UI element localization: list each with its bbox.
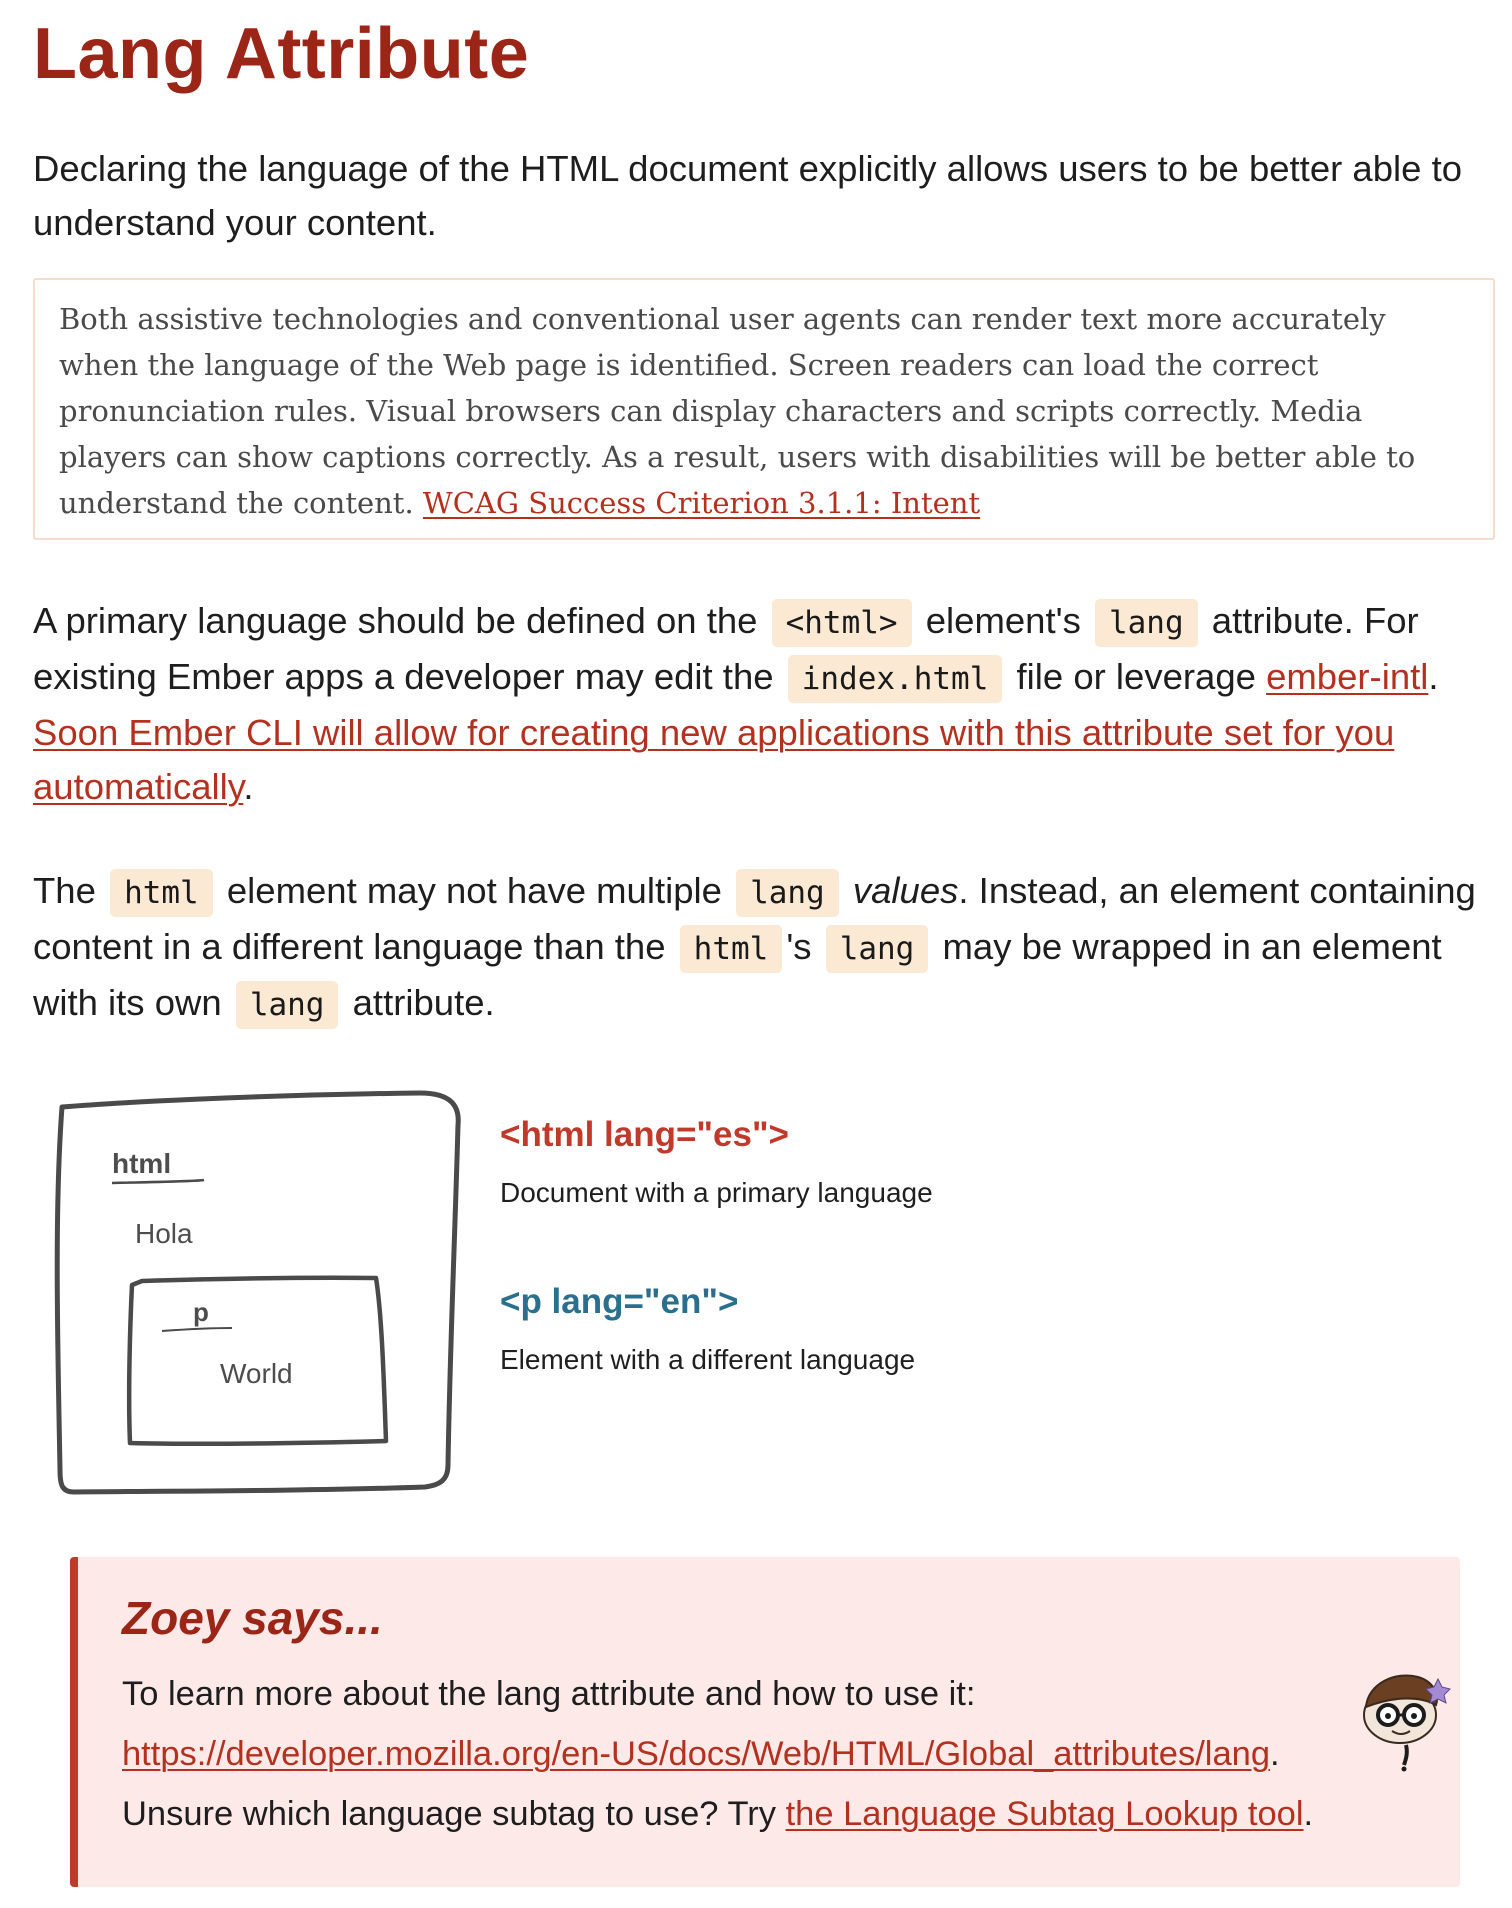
code-html: html: [680, 925, 783, 973]
wcag-intent-link[interactable]: WCAG Success Criterion 3.1.1: Intent: [422, 486, 981, 520]
legend-html-es: [500, 1115, 933, 1209]
code-lang: lang: [826, 925, 929, 973]
callout-line-3: [122, 1795, 1313, 1834]
ember-intl-link[interactable]: ember-intl: [1266, 656, 1429, 697]
primary-language-paragraph: [33, 594, 1493, 814]
text: may be wrapped in an element with its own: [33, 926, 1442, 1023]
text: attribute.: [352, 982, 495, 1023]
outer-label-underline: [112, 1180, 204, 1183]
code-index-html: index.html: [788, 655, 1003, 703]
text: element may not have multiple: [226, 870, 722, 911]
inner-label: p: [193, 1297, 209, 1327]
text: .: [243, 766, 254, 807]
outer-label: html: [112, 1148, 172, 1179]
text: element's: [925, 600, 1081, 641]
mdn-lang-link[interactable]: https://developer.mozilla.org/en-US/docs/Web/HTML/Global_attributes/lang: [122, 1735, 1271, 1773]
text: .: [1270, 1735, 1280, 1773]
lang-diagram: [50, 1085, 470, 1505]
ember-cli-link[interactable]: Soon Ember CLI will allow for creating new applications with this attribute set for you automatically: [33, 712, 1395, 807]
text: file or leverage: [1016, 656, 1256, 697]
outer-text: Hola: [135, 1218, 193, 1249]
legend-desc-es: Document with a primary language: [500, 1177, 933, 1208]
page-title: Lang Attribute: [33, 14, 530, 94]
emphasis-values: values: [852, 870, 959, 911]
code-lang: lang: [1095, 599, 1198, 647]
text: The: [33, 870, 96, 911]
code-html-tag: <html>: [772, 599, 912, 647]
wcag-quote: [33, 278, 1495, 540]
zoey-callout: [70, 1557, 1460, 1887]
text: .: [1303, 1795, 1314, 1833]
inner-label-underline: [162, 1328, 232, 1331]
text: attribute. For existing Ember apps a developer may edit the: [33, 600, 1419, 697]
legend-tag-en: <p lang="en">: [500, 1282, 739, 1321]
subtag-lookup-link[interactable]: the Language Subtag Lookup tool: [785, 1795, 1304, 1833]
legend-desc-en: Element with a different language: [500, 1344, 916, 1375]
text: .: [1428, 656, 1439, 697]
diagram-sketch: [50, 1085, 470, 1505]
text: . Instead, an element containing content in a different language than the: [33, 870, 1476, 967]
callout-line-1: To learn more about the lang attribute and how to use it:: [122, 1675, 976, 1713]
text: 's: [786, 926, 812, 967]
multiple-lang-paragraph: [33, 864, 1493, 1032]
callout-title: Zoey says...: [122, 1592, 383, 1644]
quote-text: Both assistive technologies and conventional user agents can render text more accurately when the language of the Web page is identified. Screen readers can load the correct pronunciation rules. Visual browsers can display characters and scripts correctly. Media players can show captions correctly. As a result, users with disabilities will be better able to understand the content.: [59, 302, 1416, 520]
code-html: html: [110, 869, 213, 917]
code-lang: lang: [236, 981, 339, 1029]
text: A primary language should be defined on the: [33, 600, 758, 641]
intro-paragraph: Declaring the language of the HTML document explicitly allows users to be better able to understand your content.: [33, 148, 1463, 243]
zoey-mascot-icon: [1356, 1665, 1456, 1775]
legend-p-en: [500, 1282, 915, 1376]
legend-tag-es: <html lang="es">: [500, 1115, 789, 1154]
inner-text: World: [220, 1358, 293, 1389]
code-lang: lang: [736, 869, 839, 917]
text: Unsure which language subtag to use? Try: [122, 1795, 776, 1833]
callout-line-2: [122, 1735, 1280, 1774]
